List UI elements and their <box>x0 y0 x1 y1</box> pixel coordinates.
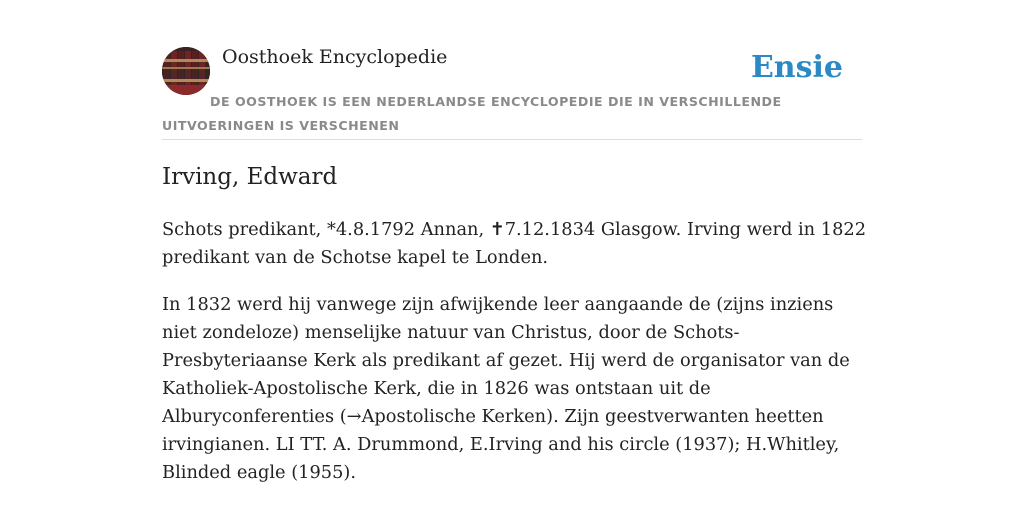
cross-reference-link[interactable]: →Apostolische Kerken <box>346 406 547 427</box>
article-title: Irving, Edward <box>162 164 338 190</box>
brand-logo-link[interactable]: Ensie <box>750 50 843 85</box>
site-name-link[interactable]: Oosthoek Encyclopedie <box>222 46 448 68</box>
avatar[interactable] <box>162 47 210 95</box>
article-paragraph: Schots predikant, *4.8.1792 Annan, ✝7.12.1834 Glasgow. Irving werd in 1822 predikant van de Schotse kapel te Londen. <box>162 219 867 268</box>
article-paragraph <box>162 291 867 487</box>
paragraph-text: ). Zijn geestverwanten heetten irvingianen. LI TT. A. Drummond, E.Irving and his circle (1937); H.Whitley, Blinded eagle (1955). <box>162 406 840 483</box>
page-container <box>162 0 867 483</box>
site-header <box>162 0 862 140</box>
site-tagline: DE OOSTHOEK IS EEN NEDERLANDSE ENCYCLOPEDIE DIE IN VERSCHILLENDE UITVOERINGEN IS VERSCHENEN <box>162 94 782 133</box>
paragraph-text: In 1832 werd hij vanwege zijn afwijkende leer aangaande de (zijns inziens niet zondeloze) menselijke natuur van Christus, door de Schots-Presbyteriaanse Kerk als predikant af gezet. Hij werd de organisator van de Katholiek-Apostolische Kerk, die in 1826 was ontstaan uit de Alburyconferenties ( <box>162 294 850 427</box>
book-spines-icon <box>162 47 210 95</box>
